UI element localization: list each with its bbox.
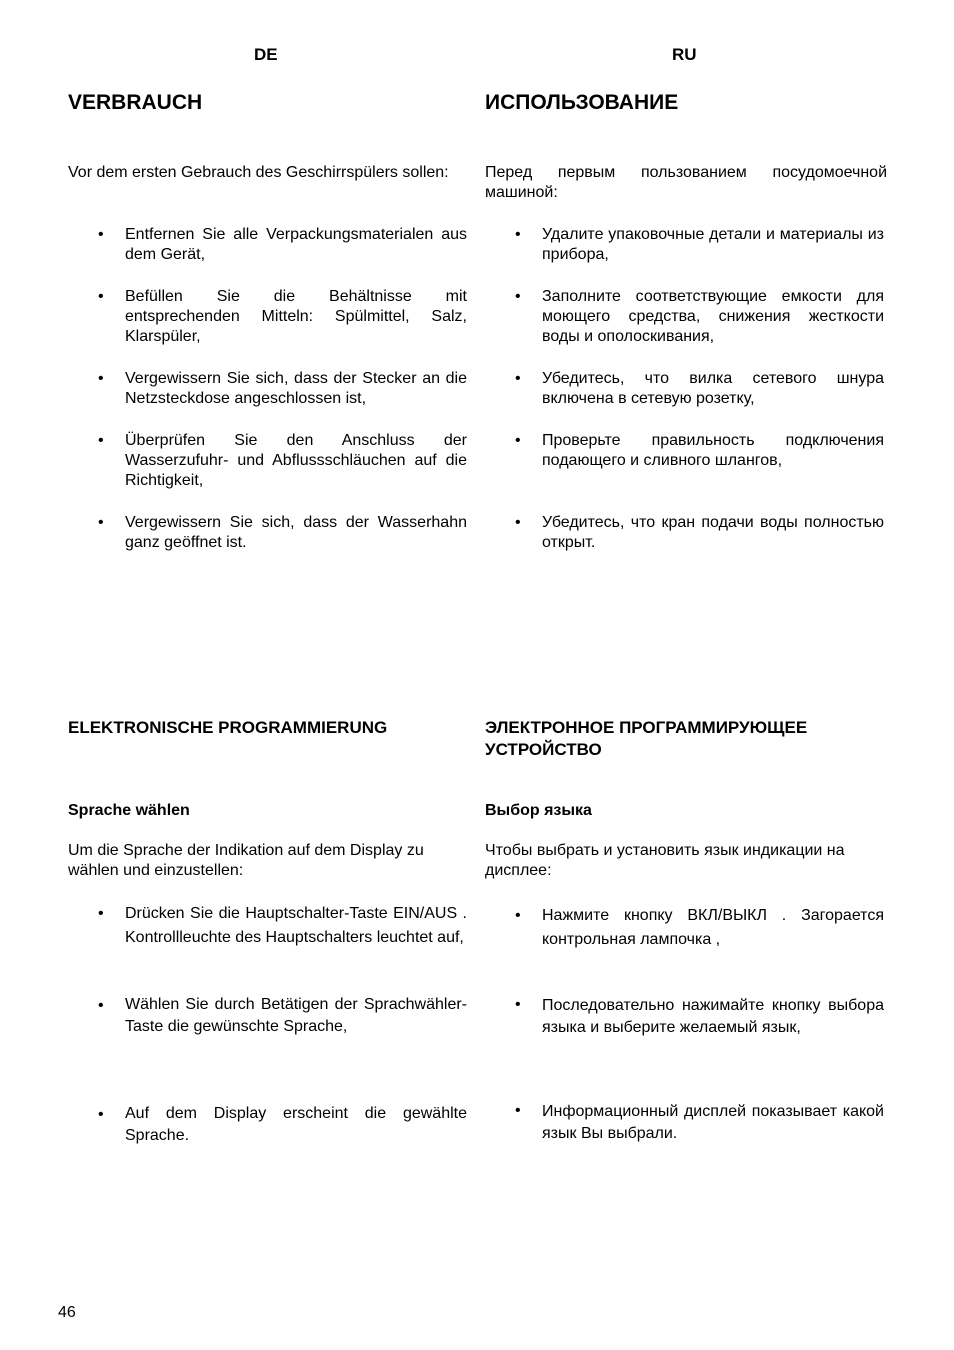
bullet-icon: • bbox=[515, 514, 521, 531]
sub-intro-de: Um die Sprache der Indikation auf dem Display zu wählen und einzustellen: bbox=[68, 842, 424, 879]
title-ru: ИСПОЛЬЗОВАНИЕ bbox=[485, 91, 679, 114]
sub-intro-ru: Чтобы выбрать и установить язык индикации на дисплее: bbox=[485, 842, 845, 879]
page-number: 46 bbox=[58, 1304, 76, 1321]
bullet-icon: • bbox=[98, 226, 104, 243]
bullet-icon: • bbox=[98, 997, 104, 1014]
bullet-icon: • bbox=[515, 370, 521, 387]
bullet-icon: • bbox=[515, 996, 521, 1013]
bullet-icon: • bbox=[515, 288, 521, 305]
step-text: Нажмите кнопку ВКЛ/ВЫКЛ . Загорается контрольная лампочка , bbox=[542, 907, 884, 948]
step-text: Последовательно нажимайте кнопку выбора языка и выберите желаемый язык, bbox=[542, 997, 884, 1036]
step-text: Befüllen Sie die Behältnisse mit entsprechenden Mitteln: Spülmittel, Salz, Klarspüler, bbox=[125, 288, 467, 345]
subsection-title-ru: Выбор языка bbox=[485, 802, 592, 819]
bullet-icon: • bbox=[98, 288, 104, 305]
step-text: Удалите упаковочные детали и материалы из прибора, bbox=[542, 226, 884, 263]
step-text: Entfernen Sie alle Verpackungsmaterialen aus dem Gerät, bbox=[125, 226, 467, 263]
subsection-title-de: Sprache wählen bbox=[68, 802, 190, 819]
bullet-icon: • bbox=[98, 370, 104, 387]
step-text: Drücken Sie die Hauptschalter-Taste EIN/AUS . Kontrollleuchte des Hauptschalters leuchtet auf, bbox=[125, 905, 467, 946]
section2-title-ru: ЭЛЕКТРОННОЕ ПРОГРАММИРУЮЩЕЕ УСТРОЙСТВО bbox=[485, 718, 808, 759]
lang-label-ru: RU bbox=[672, 45, 697, 64]
step-text: Vergewissern Sie sich, dass der Stecker an die Netzsteckdose angeschlossen ist, bbox=[125, 370, 467, 407]
intro-de: Vor dem ersten Gebrauch des Geschirrspülers sollen: bbox=[68, 164, 449, 181]
step-text: Заполните соответствующие емкости для моющего средства, снижения жесткости воды и ополоскивания, bbox=[542, 288, 884, 345]
step-text: Убедитесь, что вилка сетевого шнура включена в сетевую розетку, bbox=[542, 370, 884, 407]
section2-title-de: ELEKTRONISCHE PROGRAMMIERUNG bbox=[68, 718, 388, 737]
title-de: VERBRAUCH bbox=[68, 91, 203, 114]
step-text: Wählen Sie durch Betätigen der Sprachwähler-Taste die gewünschte Sprache, bbox=[125, 996, 467, 1035]
bullet-icon: • bbox=[98, 905, 104, 922]
bullet-icon: • bbox=[515, 226, 521, 243]
bullet-icon: • bbox=[98, 432, 104, 449]
step-text: Vergewissern Sie sich, dass der Wasserhahn ganz geöffnet ist. bbox=[125, 514, 467, 551]
bullet-icon: • bbox=[98, 514, 104, 531]
bullet-icon: • bbox=[515, 907, 521, 924]
intro-ru: Перед первым пользованием посудомоечной машиной: bbox=[485, 164, 887, 201]
bullet-icon: • bbox=[98, 1106, 104, 1123]
lang-label-de: DE bbox=[254, 45, 278, 64]
step-text: Убедитесь, что кран подачи воды полностью открыт. bbox=[542, 514, 884, 551]
step-text: Auf dem Display erscheint die gewählte Sprache. bbox=[125, 1105, 467, 1144]
step-text: Информационный дисплей показывает какой язык Вы выбрали. bbox=[542, 1103, 884, 1142]
step-text: Проверьте правильность подключения подающего и сливного шлангов, bbox=[542, 432, 884, 469]
bullet-icon: • bbox=[515, 432, 521, 449]
step-text: Überprüfen Sie den Anschluss der Wasserzufuhr- und Abflussschläuchen auf die Richtigkeit, bbox=[125, 432, 467, 489]
bullet-icon: • bbox=[515, 1102, 521, 1119]
